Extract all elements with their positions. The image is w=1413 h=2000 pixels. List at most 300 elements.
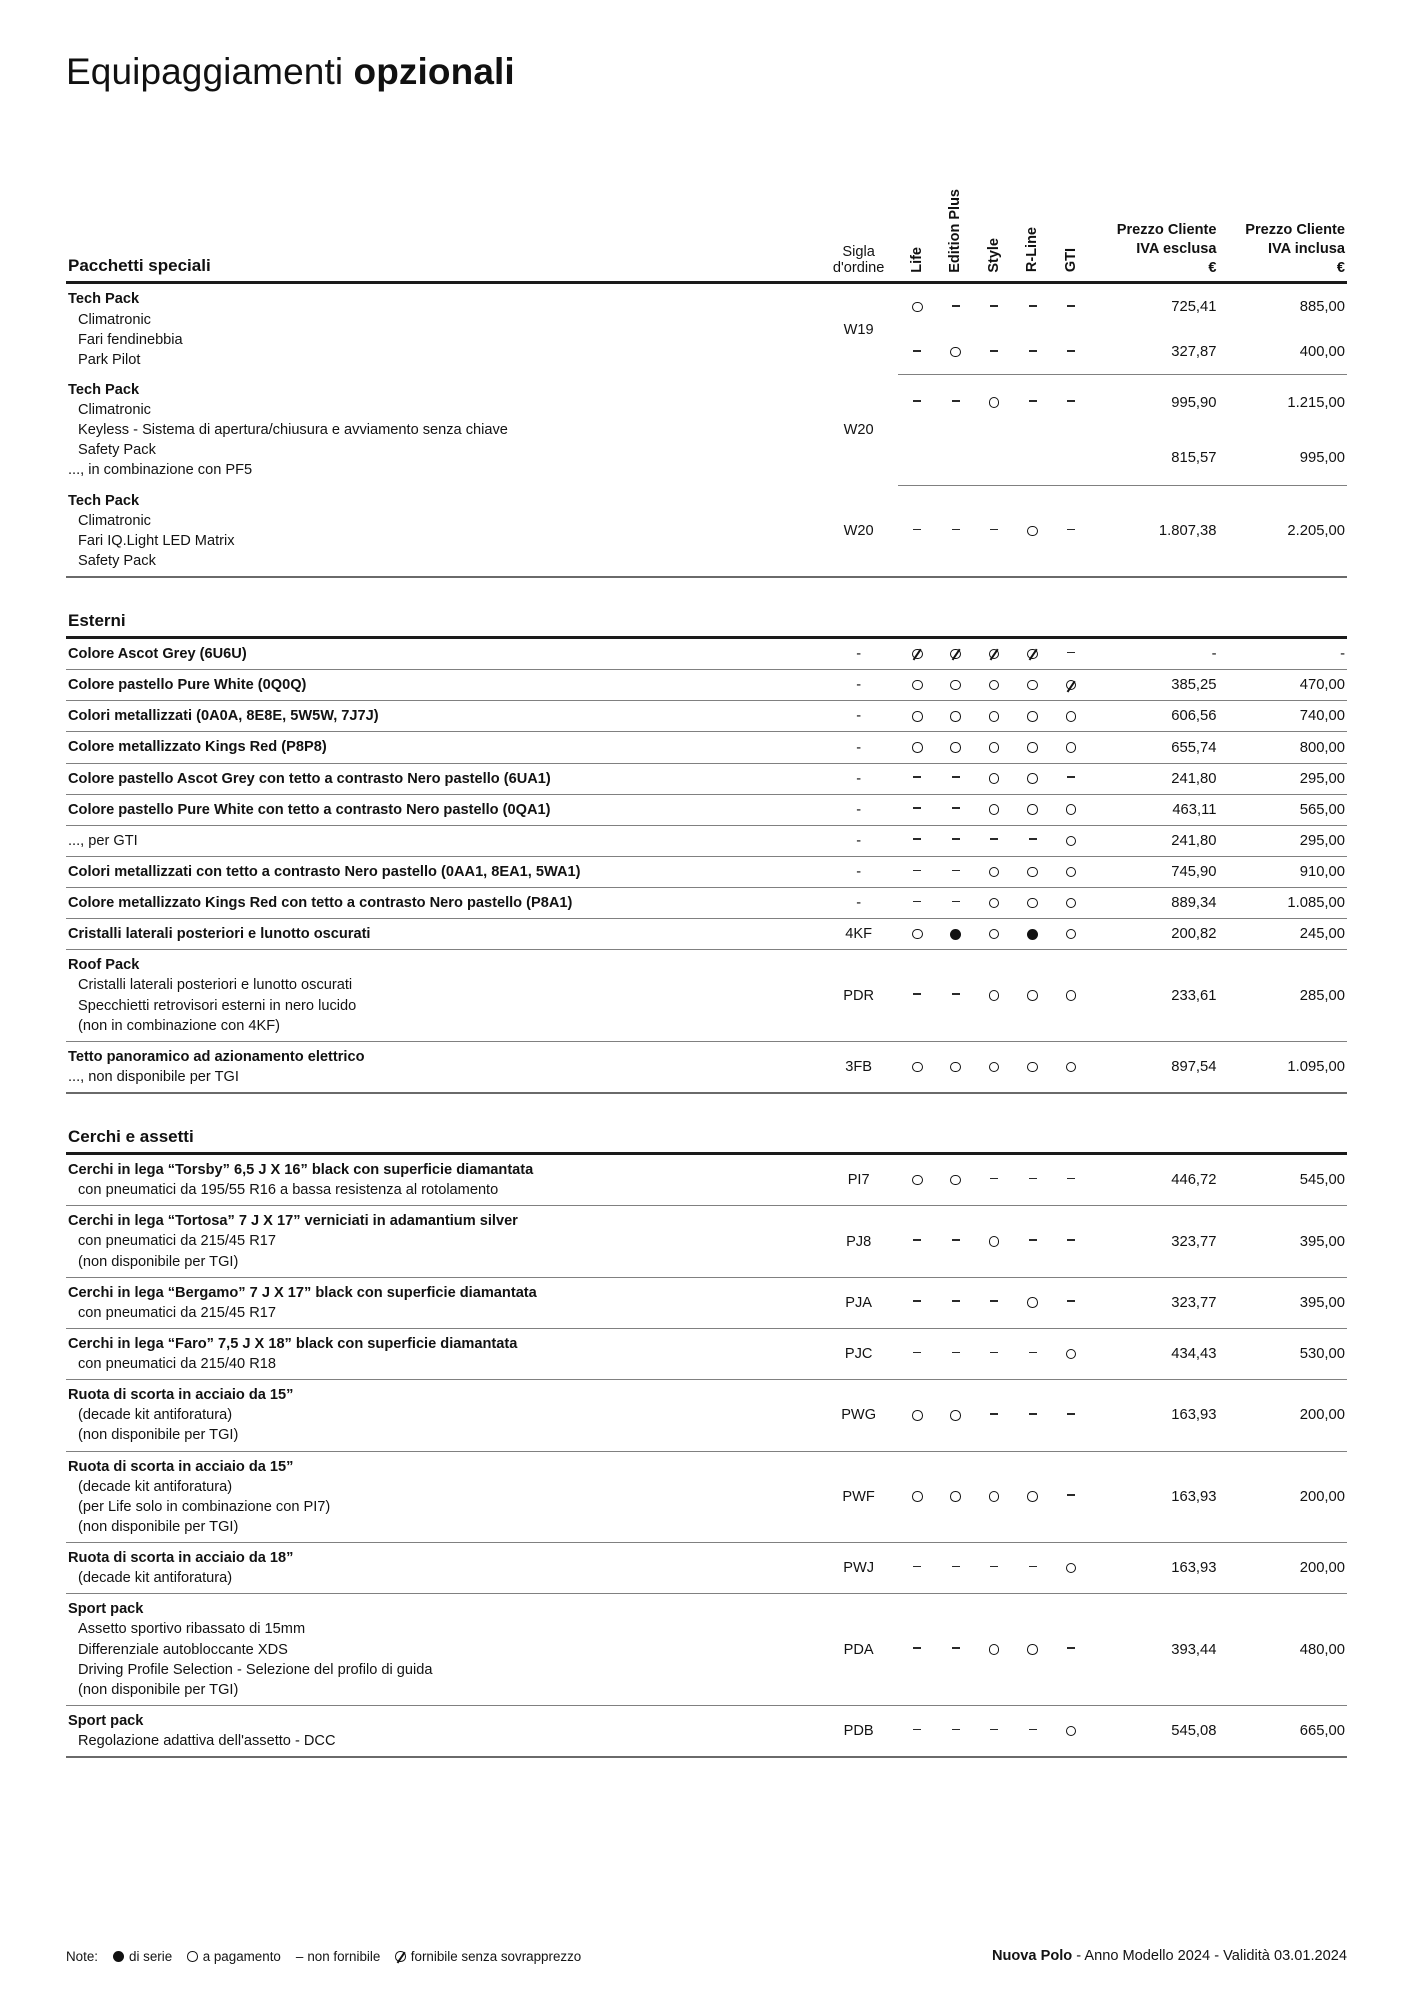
dash-icon: [1067, 1239, 1075, 1241]
open-circle-icon: [989, 929, 1000, 940]
column-header-gti: [1052, 189, 1090, 282]
row-price-incl: 200,00: [1219, 1380, 1348, 1451]
row-sigla: PI7: [819, 1154, 898, 1206]
row-sigla: PDB: [819, 1705, 898, 1757]
table-row: [66, 732, 1347, 763]
row-availability-r-line: [1013, 1154, 1051, 1206]
row-price-excl: 163,93: [1090, 1451, 1218, 1543]
row-availability-life: [898, 638, 936, 670]
row-availability-life: [898, 1543, 936, 1594]
open-circle-icon: [1027, 680, 1038, 691]
row-price-incl: 295,00: [1219, 825, 1348, 856]
open-circle-icon: [912, 1491, 923, 1502]
table-row: [66, 1594, 1347, 1706]
dash-icon: [1029, 400, 1037, 402]
row-line: con pneumatici da 215/45 R17: [78, 1233, 276, 1250]
row-line: con pneumatici da 215/40 R18: [78, 1356, 276, 1373]
slashed-circle-icon: [1066, 680, 1077, 691]
dash-icon: [913, 400, 921, 402]
row-availability-style: [975, 950, 1013, 1042]
table-row: [66, 701, 1347, 732]
note-label: Note:: [66, 1949, 99, 1964]
dash-icon: [913, 807, 921, 809]
row-availability-edition-plus: [936, 670, 974, 701]
dash-icon: [913, 1729, 921, 1731]
row-price-excl: 463,11: [1090, 794, 1218, 825]
open-circle-icon: [912, 302, 923, 313]
dash-icon: [1029, 1566, 1037, 1568]
row-line: Fari fendinebbia: [78, 331, 183, 348]
row-line: Specchietti retrovisori esterni in nero lucido: [78, 997, 357, 1014]
row-availability-style: [975, 1041, 1013, 1093]
row-availability-gti: [1052, 1328, 1090, 1379]
row-availability-life: [898, 430, 936, 485]
row-availability-r-line: [1013, 1206, 1051, 1277]
row-description: [66, 919, 819, 950]
row-description: [66, 1451, 819, 1543]
row-availability-gti: [1052, 950, 1090, 1042]
legend-item-2: [296, 1949, 380, 1964]
row-price-excl: 606,56: [1090, 701, 1218, 732]
row-line: ..., non disponibile per TGI: [68, 1068, 239, 1085]
row-availability-style: [975, 1451, 1013, 1543]
open-circle-icon: [1066, 711, 1077, 722]
legend-label: non fornibile: [307, 1949, 381, 1964]
row-line: Colore pastello Pure White (0Q0Q): [68, 677, 307, 694]
row-availability-life: [898, 1705, 936, 1757]
row-line: Colore metallizzato Kings Red (P8P8): [68, 739, 327, 756]
page-footer: [66, 1948, 1347, 1964]
row-sigla: -: [819, 794, 898, 825]
row-line: Colore Ascot Grey (6U6U): [68, 646, 247, 663]
row-line: Climatronic: [78, 512, 151, 529]
row-sigla: PJC: [819, 1328, 898, 1379]
dash-icon: [1067, 1300, 1075, 1302]
row-availability-edition-plus: [936, 1041, 974, 1093]
row-sigla: -: [819, 888, 898, 919]
row-availability-style: [975, 732, 1013, 763]
row-availability-life: [898, 919, 936, 950]
row-availability-edition-plus: [936, 1277, 974, 1328]
row-price-incl: 910,00: [1219, 856, 1348, 887]
row-availability-r-line: [1013, 1328, 1051, 1379]
open-circle-icon: [1027, 804, 1038, 815]
row-availability-gti: [1052, 638, 1090, 670]
row-availability-r-line: [1013, 283, 1051, 330]
open-circle-icon: [950, 742, 961, 753]
row-availability-life: [898, 825, 936, 856]
row-line: Ruota di scorta in acciaio da 15”: [68, 1458, 294, 1475]
open-circle-icon: [1066, 929, 1077, 940]
section-header-esterni: Esterni: [68, 611, 126, 631]
row-line: (decade kit antiforatura): [78, 1407, 233, 1424]
row-availability-edition-plus: [936, 1380, 974, 1451]
row-price-incl: 1.095,00: [1219, 1041, 1348, 1093]
row-line: Colori metallizzati con tetto a contrasto Nero pastello (0AA1, 8EA1, 5WA1): [68, 863, 581, 880]
row-line: Sport pack: [68, 1712, 144, 1729]
row-availability-gti: [1052, 1277, 1090, 1328]
row-availability-edition-plus: [936, 1543, 974, 1594]
price-excl-l1: Prezzo Cliente: [1116, 222, 1217, 239]
row-description: [66, 283, 819, 375]
row-line: (decade kit antiforatura): [78, 1570, 233, 1587]
open-circle-icon: [1027, 711, 1038, 722]
open-circle-icon: [989, 1644, 1000, 1655]
row-availability-r-line: [1013, 888, 1051, 919]
column-header-label: Style: [985, 237, 1002, 273]
column-header-r-line: [1013, 189, 1051, 282]
row-line: con pneumatici da 215/45 R17: [78, 1304, 276, 1321]
row-availability-style: [975, 1277, 1013, 1328]
row-availability-style: [975, 1206, 1013, 1277]
row-availability-edition-plus: [936, 763, 974, 794]
row-availability-edition-plus: [936, 732, 974, 763]
open-circle-icon: [989, 773, 1000, 784]
row-line: Safety Pack: [78, 442, 156, 459]
row-sigla: -: [819, 856, 898, 887]
row-availability-style: [975, 919, 1013, 950]
row-price-excl: 897,54: [1090, 1041, 1218, 1093]
dash-icon: [990, 305, 998, 307]
dash-icon: [990, 350, 998, 352]
row-availability-style: [975, 794, 1013, 825]
row-line: (decade kit antiforatura): [78, 1478, 233, 1495]
dash-icon: [990, 1300, 998, 1302]
row-price-excl: 1.807,38: [1090, 486, 1218, 578]
row-price-excl: 163,93: [1090, 1543, 1218, 1594]
price-incl-currency: €: [1336, 259, 1345, 276]
row-availability-gti: [1052, 794, 1090, 825]
row-availability-gti: [1052, 486, 1090, 578]
row-availability-life: [898, 330, 936, 375]
row-availability-edition-plus: [936, 375, 974, 430]
table-row: [66, 1705, 1347, 1757]
column-header-edition-plus: [936, 189, 974, 282]
row-availability-r-line: [1013, 1380, 1051, 1451]
legend-label: di serie: [129, 1949, 173, 1964]
dash-icon: [1067, 529, 1075, 531]
row-availability-style: [975, 486, 1013, 578]
row-description: [66, 825, 819, 856]
row-availability-life: [898, 1380, 936, 1451]
row-price-incl: 565,00: [1219, 794, 1348, 825]
row-price-excl: 163,93: [1090, 1380, 1218, 1451]
row-price-incl: 295,00: [1219, 763, 1348, 794]
dash-icon: [913, 1647, 921, 1649]
row-availability-gti: [1052, 1451, 1090, 1543]
row-availability-edition-plus: [936, 283, 974, 330]
row-availability-edition-plus: [936, 1705, 974, 1757]
row-availability-gti: [1052, 825, 1090, 856]
dash-icon: [1029, 1352, 1037, 1354]
row-line: Ruota di scorta in acciaio da 15”: [68, 1387, 294, 1404]
slashed-circle-icon: [950, 649, 961, 660]
row-availability-r-line: [1013, 1277, 1051, 1328]
row-availability-gti: [1052, 430, 1090, 485]
row-sigla: W19: [843, 321, 874, 338]
open-circle-icon: [989, 680, 1000, 691]
table-row: [66, 1277, 1347, 1328]
row-line: Safety Pack: [78, 552, 156, 569]
row-price-incl: 480,00: [1219, 1594, 1348, 1706]
row-availability-r-line: [1013, 794, 1051, 825]
column-header-life: [898, 189, 936, 282]
open-circle-icon: [989, 1491, 1000, 1502]
row-availability-r-line: [1013, 670, 1051, 701]
column-header-label: R-Line: [1024, 227, 1041, 273]
open-circle-icon: [1066, 804, 1077, 815]
row-availability-life: [898, 888, 936, 919]
row-price-incl: 1.215,00: [1287, 394, 1345, 411]
row-description: [66, 638, 819, 670]
row-line: Cristalli laterali posteriori e lunotto oscurati: [78, 977, 353, 994]
row-availability-gti: [1052, 330, 1090, 375]
row-sigla: -: [819, 638, 898, 670]
row-availability-r-line: [1013, 1543, 1051, 1594]
open-circle-icon: [1027, 1062, 1038, 1073]
dash-icon: [1067, 776, 1075, 778]
row-availability-style: [975, 888, 1013, 919]
open-circle-icon: [1027, 526, 1038, 537]
row-availability-gti: [1052, 1543, 1090, 1594]
dash-icon: [913, 1300, 921, 1302]
row-availability-life: [898, 950, 936, 1042]
open-circle-icon: [1066, 1062, 1077, 1073]
dash-icon: [990, 1566, 998, 1568]
row-availability-life: [898, 794, 936, 825]
row-price-incl: 545,00: [1219, 1154, 1348, 1206]
row-availability-life: [898, 670, 936, 701]
row-availability-r-line: [1013, 1705, 1051, 1757]
open-circle-icon: [1027, 773, 1038, 784]
row-sigla: -: [819, 732, 898, 763]
row-availability-style: [975, 701, 1013, 732]
open-circle-icon: [989, 898, 1000, 909]
row-sigla: -: [819, 670, 898, 701]
model-validity: [992, 1948, 1347, 1964]
filled-circle-icon: [1027, 929, 1038, 940]
row-price-excl: 200,82: [1090, 919, 1218, 950]
row-availability-style: [975, 638, 1013, 670]
open-circle-icon: [1027, 990, 1038, 1001]
row-description: [66, 1380, 819, 1451]
dash-icon: [952, 807, 960, 809]
dash-icon: [952, 901, 960, 903]
open-circle-icon: [912, 1062, 923, 1073]
legend-notes: [66, 1949, 596, 1964]
slashed-circle-icon: [1027, 649, 1038, 660]
dash-icon: [990, 1352, 998, 1354]
row-price-incl: 530,00: [1219, 1328, 1348, 1379]
row-price-incl: 665,00: [1219, 1705, 1348, 1757]
row-description: [66, 856, 819, 887]
row-description: [66, 1594, 819, 1706]
row-availability-gti: [1052, 1380, 1090, 1451]
row-availability-life: [898, 375, 936, 430]
row-availability-life: [898, 1154, 936, 1206]
row-availability-style: [975, 330, 1013, 375]
open-circle-icon: [1027, 1644, 1038, 1655]
row-availability-style: [975, 825, 1013, 856]
dash-icon: [952, 776, 960, 778]
column-header-label: Edition Plus: [947, 188, 964, 273]
row-availability-life: [898, 1041, 936, 1093]
dash-icon: [952, 529, 960, 531]
open-circle-icon: [950, 711, 961, 722]
open-circle-icon: [1066, 898, 1077, 909]
open-circle-icon: [1066, 1726, 1077, 1737]
row-price-excl: 241,80: [1090, 825, 1218, 856]
row-sigla: -: [819, 825, 898, 856]
dash-icon: [1029, 1413, 1037, 1415]
row-price-excl: 434,43: [1090, 1328, 1218, 1379]
row-price-excl: 233,61: [1090, 950, 1218, 1042]
table-row: [66, 1328, 1347, 1379]
row-availability-gti: [1052, 375, 1090, 430]
row-line: Ruota di scorta in acciaio da 18”: [68, 1550, 294, 1567]
page-title-light: Equipaggiamenti: [66, 51, 354, 92]
open-circle-icon: [1027, 1491, 1038, 1502]
dash-icon: [1029, 838, 1037, 840]
dash-icon: [952, 993, 960, 995]
open-circle-icon: [989, 867, 1000, 878]
row-availability-gti: [1052, 1705, 1090, 1757]
row-availability-style: [975, 430, 1013, 485]
dash-icon: [952, 1300, 960, 1302]
row-availability-r-line: [1013, 1451, 1051, 1543]
row-availability-style: [975, 763, 1013, 794]
row-price-excl: 446,72: [1090, 1154, 1218, 1206]
section-header-pacchetti: Pacchetti speciali: [68, 256, 211, 276]
open-circle-icon: [912, 742, 923, 753]
table-row: [66, 670, 1347, 701]
open-circle-icon: [1027, 1297, 1038, 1308]
row-availability-life: [898, 1451, 936, 1543]
row-availability-edition-plus: [936, 1154, 974, 1206]
dash-icon: [990, 1178, 998, 1180]
dash-icon: [913, 1239, 921, 1241]
dash-icon: [952, 1647, 960, 1649]
row-sigla: PJ8: [819, 1206, 898, 1277]
dash-icon: [913, 1352, 921, 1354]
row-availability-r-line: [1013, 375, 1051, 430]
table-row: [66, 638, 1347, 670]
dash-icon: [913, 870, 921, 872]
dash-icon: [913, 993, 921, 995]
section-header-row: [66, 1127, 1347, 1152]
row-price-incl: 400,00: [1219, 330, 1348, 375]
row-price-incl: 2.205,00: [1219, 486, 1348, 578]
row-price-excl: 323,77: [1090, 1206, 1218, 1277]
row-availability-r-line: [1013, 732, 1051, 763]
dash-icon: [952, 1566, 960, 1568]
row-price-excl: 327,87: [1090, 330, 1218, 375]
slashed-circle-icon: [395, 1951, 406, 1962]
row-description: [66, 670, 819, 701]
row-line: ..., per GTI: [68, 832, 138, 849]
dash-icon: [1029, 1239, 1037, 1241]
row-availability-edition-plus: [936, 486, 974, 578]
row-price-incl: 200,00: [1219, 1451, 1348, 1543]
row-line: Tech Pack: [68, 492, 140, 509]
row-availability-style: [975, 375, 1013, 430]
open-circle-icon: [989, 1062, 1000, 1073]
row-availability-edition-plus: [936, 1206, 974, 1277]
section-spacer: [66, 577, 1347, 611]
row-availability-edition-plus: [936, 1594, 974, 1706]
row-availability-life: [898, 763, 936, 794]
open-circle-icon: [912, 680, 923, 691]
open-circle-icon: [1027, 742, 1038, 753]
dash-icon: [952, 400, 960, 402]
row-line: Roof Pack: [68, 957, 140, 974]
row-availability-gti: [1052, 732, 1090, 763]
row-line: Keyless - Sistema di apertura/chiusura e avviamento senza chiave: [78, 422, 508, 439]
row-description: [66, 1543, 819, 1594]
row-availability-gti: [1052, 1594, 1090, 1706]
row-availability-life: [898, 732, 936, 763]
row-price-incl: 245,00: [1219, 919, 1348, 950]
dash-icon: [952, 1239, 960, 1241]
open-circle-icon: [989, 990, 1000, 1001]
row-sigla: PWG: [819, 1380, 898, 1451]
row-sigla: W20: [843, 422, 874, 439]
open-circle-icon: [950, 1410, 961, 1421]
row-line: Cristalli laterali posteriori e lunotto oscurati: [68, 926, 371, 943]
column-header-style: [975, 189, 1013, 282]
dash-icon: [1067, 1494, 1075, 1496]
row-description: [66, 486, 819, 578]
table-row: [66, 1154, 1347, 1206]
price-excl-currency: €: [1208, 259, 1217, 276]
open-circle-icon: [1027, 898, 1038, 909]
open-circle-icon: [950, 1175, 961, 1186]
dash-icon: –: [295, 1949, 304, 1964]
row-line: Colori metallizzati (0A0A, 8E8E, 5W5W, 7J7J): [68, 708, 379, 725]
row-availability-life: [898, 1277, 936, 1328]
row-availability-edition-plus: [936, 794, 974, 825]
row-availability-style: [975, 1705, 1013, 1757]
row-availability-edition-plus: [936, 950, 974, 1042]
row-availability-style: [975, 856, 1013, 887]
dash-icon: [952, 1352, 960, 1354]
open-circle-icon: [950, 1062, 961, 1073]
row-availability-gti: [1052, 283, 1090, 330]
options-table-body: [66, 189, 1347, 1758]
row-availability-r-line: [1013, 1594, 1051, 1706]
open-circle-icon: [989, 711, 1000, 722]
row-availability-r-line: [1013, 825, 1051, 856]
column-header-label: GTI: [1062, 248, 1079, 273]
open-circle-icon: [1066, 990, 1077, 1001]
table-row: [66, 375, 1347, 430]
row-description: [66, 1705, 819, 1757]
row-line: (non disponibile per TGI): [78, 1253, 239, 1270]
row-price-incl: -: [1219, 638, 1348, 670]
row-price-incl: 395,00: [1219, 1277, 1348, 1328]
open-circle-icon: [187, 1951, 198, 1962]
row-sigla: -: [819, 701, 898, 732]
row-availability-edition-plus: [936, 919, 974, 950]
row-line: Tetto panoramico ad azionamento elettrico: [68, 1048, 365, 1065]
row-sigla: PDR: [819, 950, 898, 1042]
section-header-cerchi-e-assetti: Cerchi e assetti: [68, 1127, 194, 1147]
table-row: [66, 856, 1347, 887]
row-availability-style: [975, 1328, 1013, 1379]
row-line: Climatronic: [78, 402, 151, 419]
row-price-incl: 1.085,00: [1219, 888, 1348, 919]
filled-circle-icon: [950, 929, 961, 940]
